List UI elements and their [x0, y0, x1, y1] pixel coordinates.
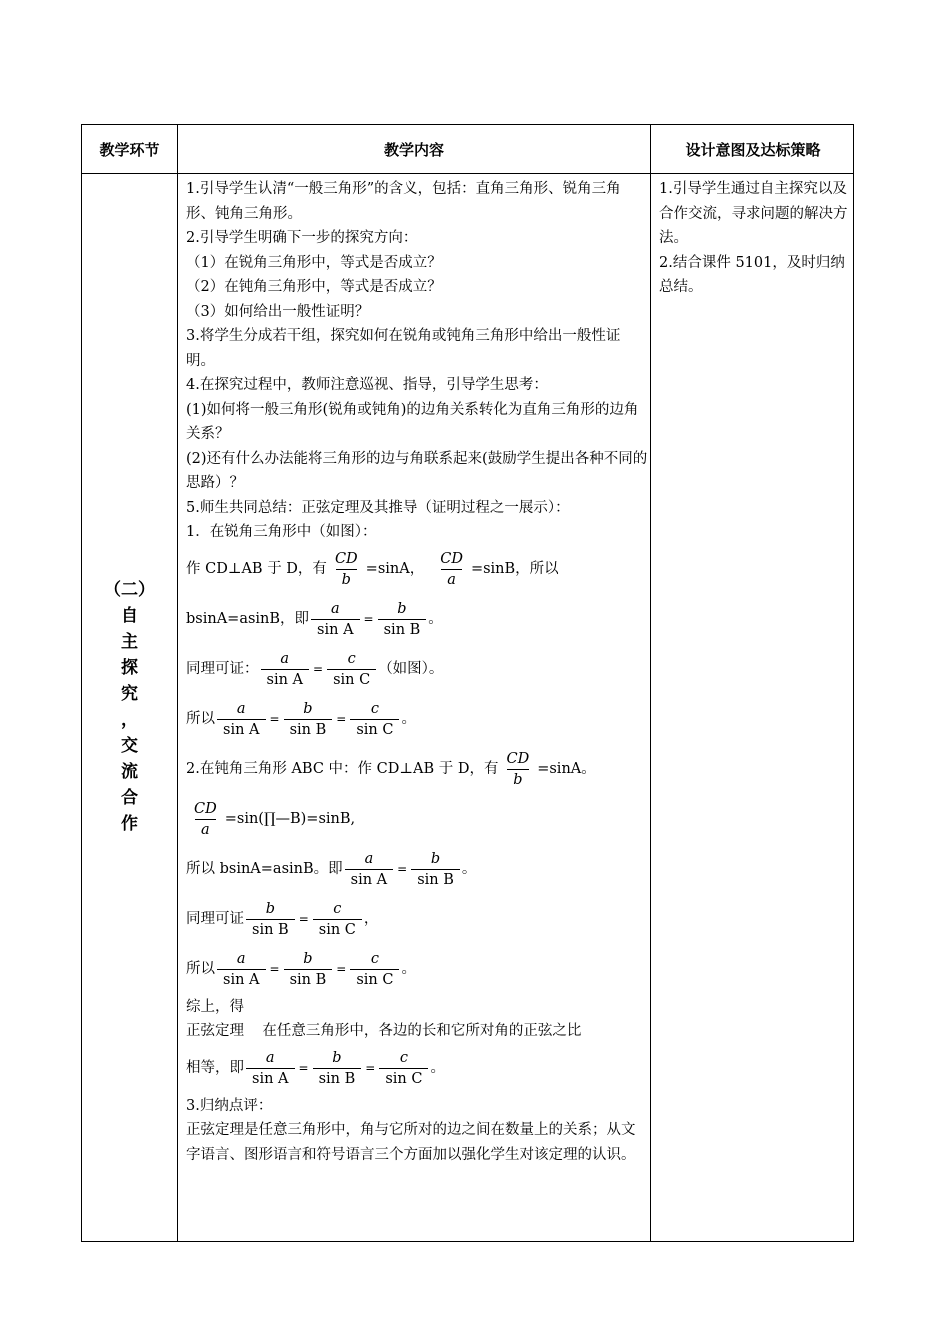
header-design: 设计意图及达标策略: [685, 140, 821, 159]
formula-row: [186, 695, 648, 745]
formula-row: [186, 745, 648, 795]
formula-text: 所以 bsinA=asinB。即: [186, 861, 343, 878]
column-divider: [650, 125, 651, 1241]
fraction: [350, 699, 399, 740]
fraction: [284, 949, 333, 990]
teaching-content: [186, 177, 648, 1167]
formula-row: [186, 945, 648, 995]
denominator: sin C: [327, 669, 376, 690]
denominator: sin C: [350, 719, 399, 740]
numerator: a: [265, 1050, 275, 1066]
formula-text: =sin(∏—B)=sinB,: [224, 811, 356, 828]
content-paragraph: （1）在锐角三角形中，等式是否成立？: [186, 254, 442, 271]
content-paragraph: 2.引导学生明确下一步的探究方向：: [186, 230, 418, 246]
formula-text: 。: [401, 711, 416, 728]
header-content: 教学内容: [383, 140, 444, 159]
header-divider: [82, 173, 853, 174]
numerator: c: [347, 651, 356, 667]
fraction: [329, 549, 364, 590]
content-paragraph: 正弦定理 在任意三角形中，各边的长和它所对角的正弦之比: [186, 1023, 582, 1039]
design-intent: [659, 177, 849, 300]
fraction: [246, 1048, 295, 1089]
denominator: sin B: [313, 1068, 362, 1089]
design-paragraph: 1.引导学生通过自主探究以及合作交流，寻求问题的解决方法。: [659, 181, 848, 246]
fraction: [313, 899, 362, 940]
equals-sign: =: [298, 1061, 309, 1076]
fraction: [217, 949, 266, 990]
equals-sign: =: [336, 962, 347, 977]
content-paragraph: 正弦定理是任意三角形中，角与它所对的边之间在数量上的关系；从文字语言、图形语言和符号语言三个方面加以强化学生对该定理的认识。: [186, 1122, 636, 1163]
numerator: b: [303, 701, 313, 717]
numerator: CD: [194, 801, 217, 817]
formula-text: （如图）。: [378, 661, 444, 678]
formula-text: 作 CD⊥AB 于 D，有: [186, 561, 327, 578]
fraction: [350, 949, 399, 990]
numerator: CD: [334, 551, 358, 567]
equals-sign: =: [269, 712, 280, 727]
denominator: sin A: [217, 719, 266, 740]
formula-text: 2.在钝角三角形 ABC 中：作 CD⊥AB 于 D，有: [186, 761, 499, 778]
lesson-table: [81, 124, 854, 1242]
denominator: [336, 569, 357, 590]
denominator: sin C: [379, 1068, 428, 1089]
stage-label: [82, 173, 177, 1241]
denominator-text: a: [201, 822, 210, 838]
stage-char: 作: [121, 814, 138, 834]
numerator: b: [265, 901, 275, 917]
content-paragraph: （2）在钝角三角形中，等式是否成立？: [186, 279, 442, 295]
denominator: sin B: [411, 869, 460, 890]
content-paragraph: (1)如何将一般三角形(锐角或钝角)的边角关系转化为直角三角形的边角关系？: [186, 401, 639, 442]
formula-text: 所以: [186, 961, 215, 978]
stage-char: ，: [121, 710, 138, 730]
design-paragraph: 2.结合课件 5101，及时归纳总结。: [659, 254, 845, 295]
numerator: c: [399, 1050, 408, 1066]
content-paragraph: 3.将学生分成若干组，探究如何在锐角或钝角三角形中给出一般性证明。: [186, 328, 621, 369]
denominator: sin B: [246, 919, 295, 940]
fraction: [434, 549, 469, 590]
formula-text: =sinA。: [537, 761, 596, 778]
numerator: a: [236, 701, 246, 717]
numerator: CD: [506, 751, 530, 767]
formula-text: ，: [363, 911, 379, 928]
formula-text: 。: [461, 861, 477, 878]
numerator: a: [330, 601, 340, 617]
formula-text: =sinB，所以: [470, 561, 559, 578]
equals-sign: =: [336, 712, 347, 727]
content-paragraph: 4.在探究过程中，教师注意巡视、指导，引导学生思考：: [186, 377, 548, 393]
denominator: sin C: [313, 919, 362, 940]
stage-char: 主: [121, 632, 138, 652]
fraction: [246, 899, 295, 940]
denominator: [441, 569, 462, 590]
formula-text: 同理可证: [186, 911, 244, 928]
formula-row: [186, 895, 648, 945]
formula-text: 。: [430, 1060, 445, 1077]
fraction: [311, 599, 360, 640]
stage-char: 究: [121, 684, 138, 704]
denominator: sin A: [246, 1068, 295, 1089]
formula-text: 。: [401, 961, 416, 978]
denominator-text: b: [513, 772, 523, 788]
fraction: [500, 749, 535, 790]
equals-sign: =: [269, 962, 280, 977]
stage-char: 流: [121, 762, 138, 782]
formula-row: [186, 645, 648, 695]
content-paragraph: 3.归纳点评：: [186, 1097, 273, 1114]
numerator: a: [236, 951, 246, 967]
numerator: b: [303, 951, 313, 967]
denominator-text: b: [341, 572, 351, 588]
content-paragraph: 5.师生共同总结：正弦定理及其推导（证明过程之一展示）：: [186, 499, 570, 516]
fraction: [261, 649, 310, 690]
formula-row: [186, 595, 648, 645]
stage-char: （二）: [104, 580, 155, 600]
formula-text: =sinA，: [365, 561, 425, 578]
denominator: sin B: [378, 619, 427, 640]
fraction: [188, 799, 223, 840]
fraction: [345, 849, 394, 890]
formula-text: bsinA=asinB，即: [186, 611, 310, 628]
formula-text: 所以: [186, 711, 215, 728]
denominator: sin B: [284, 969, 333, 990]
fraction: [379, 1048, 428, 1089]
content-paragraph: (2)还有什么办法能将三角形的边与角联系起来(鼓励学生提出各种不同的思路）？: [186, 450, 648, 491]
stage-char: 合: [121, 788, 138, 808]
formula-text: 。: [428, 611, 443, 628]
numerator: a: [364, 851, 374, 867]
header-stage: 教学环节: [99, 140, 160, 159]
denominator: sin B: [284, 719, 333, 740]
formula-row: [186, 845, 648, 895]
stage-char: 自: [121, 606, 138, 626]
denominator: [507, 769, 528, 790]
numerator: b: [397, 601, 407, 617]
denominator: sin A: [311, 619, 360, 640]
equals-sign: =: [313, 662, 324, 677]
numerator: CD: [440, 551, 463, 567]
denominator: sin A: [217, 969, 266, 990]
numerator: b: [332, 1050, 342, 1066]
fraction: [411, 849, 460, 890]
formula-row: [186, 545, 648, 595]
equals-sign: =: [365, 1061, 376, 1076]
numerator: c: [370, 701, 379, 717]
content-paragraph: 1．在锐角三角形中（如图）：: [186, 524, 377, 540]
fraction: [217, 699, 266, 740]
denominator-text: a: [447, 572, 456, 588]
equals-sign: =: [363, 612, 374, 627]
equals-sign: =: [397, 862, 408, 877]
formula-row: [186, 1044, 648, 1094]
stage-char: 探: [121, 658, 138, 678]
fraction: [313, 1048, 362, 1089]
denominator: [195, 819, 216, 840]
formula-text: 相等，即: [186, 1060, 244, 1077]
numerator: c: [370, 951, 379, 967]
equals-sign: =: [298, 912, 309, 927]
content-paragraph: 1.引导学生认清“一般三角形”的含义，包括：直角三角形、锐角三角形、钝角三角形。: [186, 181, 621, 222]
denominator: sin A: [261, 669, 310, 690]
denominator: sin A: [345, 869, 394, 890]
formula-text: 同理可证：: [186, 661, 259, 678]
numerator: c: [333, 901, 342, 917]
fraction: [284, 699, 333, 740]
fraction: [327, 649, 376, 690]
denominator: sin C: [350, 969, 399, 990]
numerator: b: [430, 851, 441, 867]
column-divider: [177, 125, 178, 1241]
numerator: a: [280, 651, 290, 667]
content-paragraph: （3）如何给出一般性证明？: [186, 303, 370, 320]
formula-row: [186, 795, 648, 845]
content-paragraph: 综上，得: [186, 998, 244, 1015]
fraction: [378, 599, 427, 640]
stage-char: 交: [121, 736, 138, 756]
